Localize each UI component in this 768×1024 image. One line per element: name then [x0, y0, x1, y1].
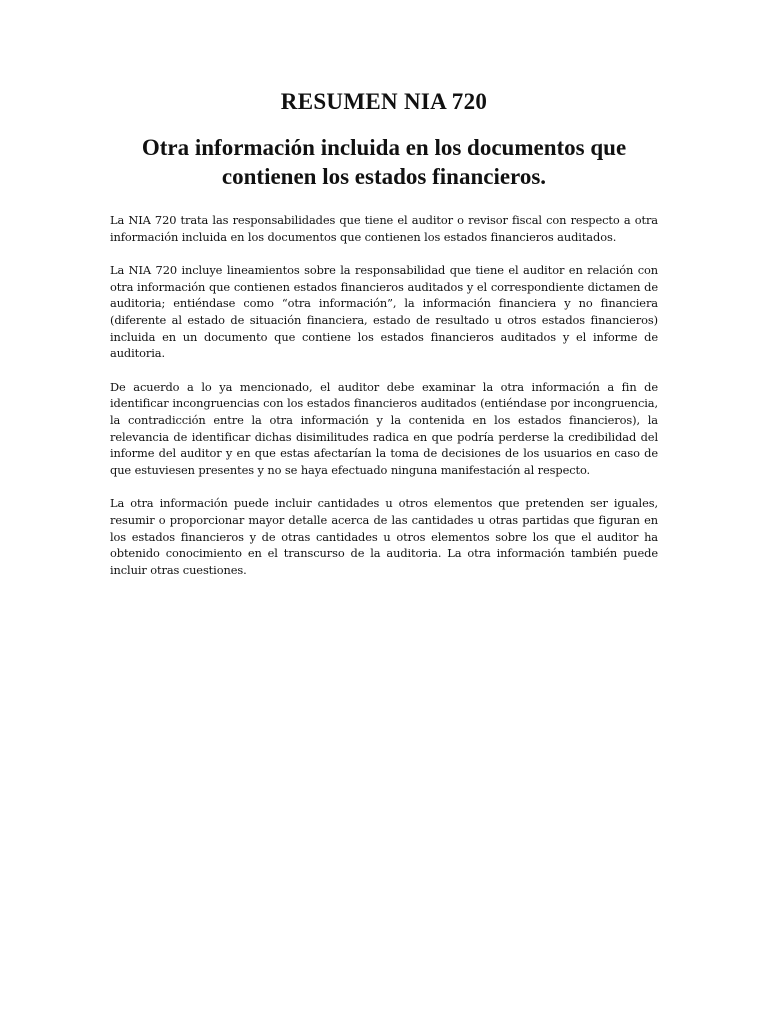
paragraph-2: La NIA 720 incluye lineamientos sobre la responsabilidad que tiene el auditor en relación con otra información que contienen estados financieros auditados y el correspondiente dictamen de auditoria; entiéndase como “otra información”, la información financiera y no financiera (diferente al estado de situación financiera, estado de resultado u otros estados financieros) incluida en un documento que contiene los estados financieros auditados y el informe de auditoria.	[110, 263, 658, 361]
document-subtitle: Otra información incluida en los documentos que contienen los estados financieros.	[141, 135, 627, 189]
document-body	[110, 212, 658, 578]
paragraph-3: De acuerdo a lo ya mencionado, el auditor debe examinar la otra información a fin de identificar incongruencias con los estados financieros auditados (entiéndase por incongruencia, la contradicción entre la otra información y la contenida en los estados financieros), la relevancia de identificar dichas disimilitudes radica en que podría perderse la credibilidad del informe del auditor y en que estas afectarían la toma de decisiones de los usuarios en caso de que estuviesen presentes y no se haya efectuado ninguna manifestación al respecto.	[110, 379, 658, 477]
paragraph-1: La NIA 720 trata las responsabilidades que tiene el auditor o revisor fiscal con respecto a otra información incluida en los documentos que contienen los estados financieros auditados.	[110, 213, 658, 244]
paragraph-4: La otra información puede incluir cantidades u otros elementos que pretenden ser iguales, resumir o proporcionar mayor detalle acerca de las cantidades u otras partidas que figuran en los estados financieros y de otras cantidades u otros elementos sobre los que el auditor ha obtenido conocimiento en el transcurso de la auditoria. La otra información también puede incluir otras cuestiones.	[110, 496, 658, 577]
document-title: RESUMEN NIA 720	[280, 89, 488, 114]
